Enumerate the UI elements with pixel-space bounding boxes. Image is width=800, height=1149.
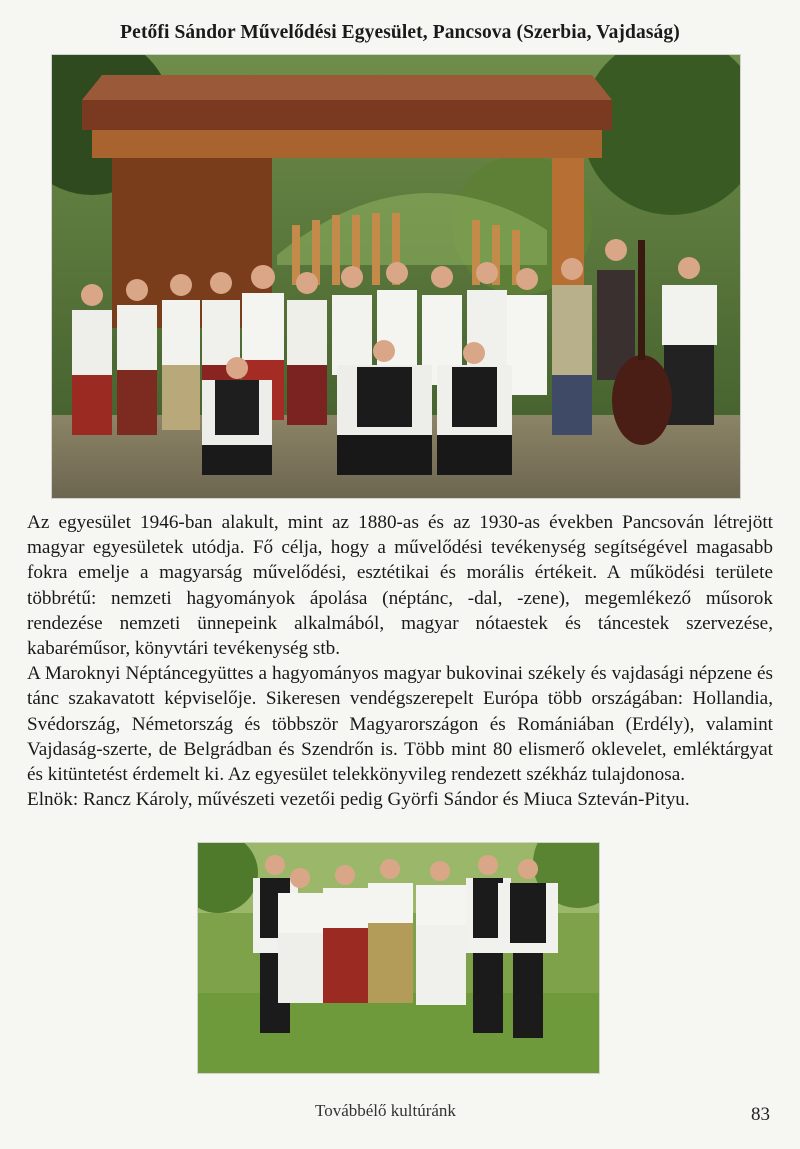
page-number: 83 bbox=[751, 1104, 770, 1125]
paragraph-2: A Maroknyi Néptáncegyüttes a hagyományos magyar bukovinai székely és vajdasági népzene és tánc szakavatott képviselője. Sikeresen vendégszerepelt Európa több országában: Hollandia, Svédország, Németország és többször Magyarországon és Romániában (Erdély), valamint Vajdaság-szerte, de Belgrádban és Szendrőn is. Több mint 80 elismerő oklevelet, emléktárgyat és kitüntetést érdemelt ki. Az egyesület telekkönyvileg rendezett székház tulajdonosa. bbox=[27, 663, 773, 786]
paragraph-3: Elnök: Rancz Károly, művészeti vezetői pedig Györfi Sándor és Miuca Szteván-Pityu. bbox=[27, 789, 690, 811]
page-title: Petőfi Sándor Művelődési Egyesület, Pancsova (Szerbia, Vajdaság) bbox=[120, 22, 680, 43]
article-text bbox=[27, 510, 773, 812]
group-photo-top bbox=[52, 55, 740, 498]
dancers-photo-icon bbox=[198, 843, 599, 1073]
paragraph-1: Az egyesület 1946-ban alakult, mint az 1880-as és az 1930-as években Pancsován létrejött magyar egyesületek utódja. Fő célja, hogy a művelődési tevékenység segítségével magasabb fokra emelje a magyarság művelődési, esztétikai és morális értékeit. A működési területe többrétű: nemzeti hagyományok ápolása (néptánc, -dal, -zene), megemlékező műsorok rendezése nemzeti ünnepeink alkalmából, magyar nótaestek és táncestek szervezése, kabaréműsor, könyvtári tevékenység stb. bbox=[27, 512, 773, 660]
running-footer-title: Továbbélő kultúránk bbox=[315, 1101, 456, 1120]
gate-group-photo-icon bbox=[52, 55, 740, 498]
group-photo-bottom bbox=[198, 843, 599, 1073]
